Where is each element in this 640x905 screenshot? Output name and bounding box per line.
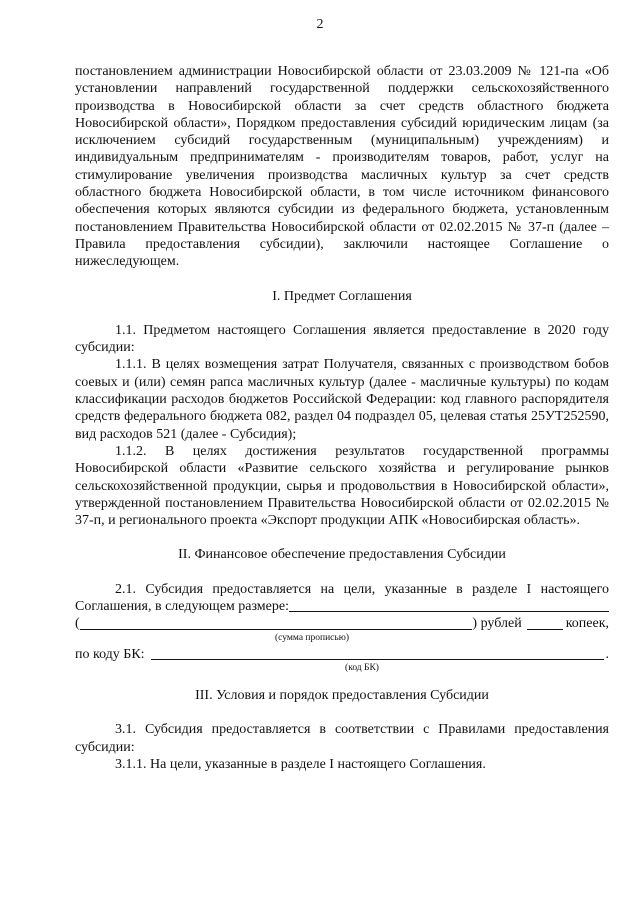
clause-3-1-1: 3.1.1. На цели, указанные в разделе I настоящего Соглашения. (115, 756, 486, 772)
amount-field[interactable] (289, 598, 609, 612)
section-2-title: II. Финансовое обеспечение предоставления Субсидии (178, 547, 506, 563)
clause-1-1-2: 1.1.2. В целях достижения результатов государственной программы Новосибирской области «Развитие сельского хозяйства и регулирование рынков сельскохозяйственной продукции, сырья и продовольствия в Новосибирской области», утвержденной постановлением Правительства Новосибирской области от 02.02.2015 № 37-п, и регионального проекта «Экспорт продукции АПК «Новосибирская область». (75, 443, 609, 529)
clause-1-1-1: 1.1.1. В целях возмещения затрат Получателя, связанных с производством бобов соевых и (или) семян рапса масличных культур (далее - масличные культуры) по кодам классификации расходов бюджетов Российской Федерации: код главного распорядителя средств федерального бюджета 082, раздел 04 подраздел 05, целевая статья 25УТ252590, вид расходов 521 (далее - Субсидия); (75, 357, 609, 442)
kopecks-label: копеек, (565, 616, 609, 632)
sum-words-field[interactable] (80, 616, 473, 630)
bk-line (75, 646, 609, 663)
page-number: 2 (316, 17, 324, 32)
section-1-title: I. Предмет Соглашения (272, 288, 412, 304)
document-body (75, 63, 609, 773)
kopecks-field[interactable] (527, 616, 563, 630)
bk-label: по коду БК: (75, 646, 145, 662)
clause-2-1: 2.1. Субсидия предоставляется на цели, указанные в разделе I настоящего (115, 581, 609, 597)
open-paren: ( (75, 616, 80, 632)
sum-words-line (75, 615, 609, 632)
bk-caption: (код БК) (345, 662, 379, 673)
amount-label: Соглашения, в следующем размере: (75, 599, 289, 615)
intro-paragraph: постановлением администрации Новосибирской области от 23.03.2009 № 121-па «Об установлении направлений государственной поддержки сельскохозяйственного производства в Новосибирской области за счет средств областного бюджета Новосибирской области», Порядком предоставления субсидий юридическим лицам (за исключением субсидий государственным (муниципальным) учреждениям) и индивидуальным предпринимателям - производителям товаров, работ, услуг на стимулирование увеличения производства масличных культур за счет средств областного бюджета Новосибирской области, в том числе источником финансового обеспечения которых являются субсидии из федерального бюджета, установленным постановлением Правительства Новосибирской области от 02.02.2015 № 37-п (далее – Правила предоставления субсидии), заключили настоящее Соглашение о нижеследующем. (75, 64, 609, 270)
sum-words-caption: (сумма прописью) (275, 632, 349, 643)
section-3-title: III. Условия и порядок предоставления Субсидии (195, 687, 489, 703)
rubles-label: ) рублей (472, 616, 522, 632)
amount-line (75, 598, 609, 615)
clause-1-1: 1.1. Предметом настоящего Соглашения является предоставление в 2020 году субсидии: (75, 322, 609, 356)
bk-end: . (605, 646, 609, 662)
clause-3-1: 3.1. Субсидия предоставляется в соответствии с Правилами предоставления субсидии: (75, 722, 609, 755)
bk-code-field[interactable] (151, 646, 604, 660)
